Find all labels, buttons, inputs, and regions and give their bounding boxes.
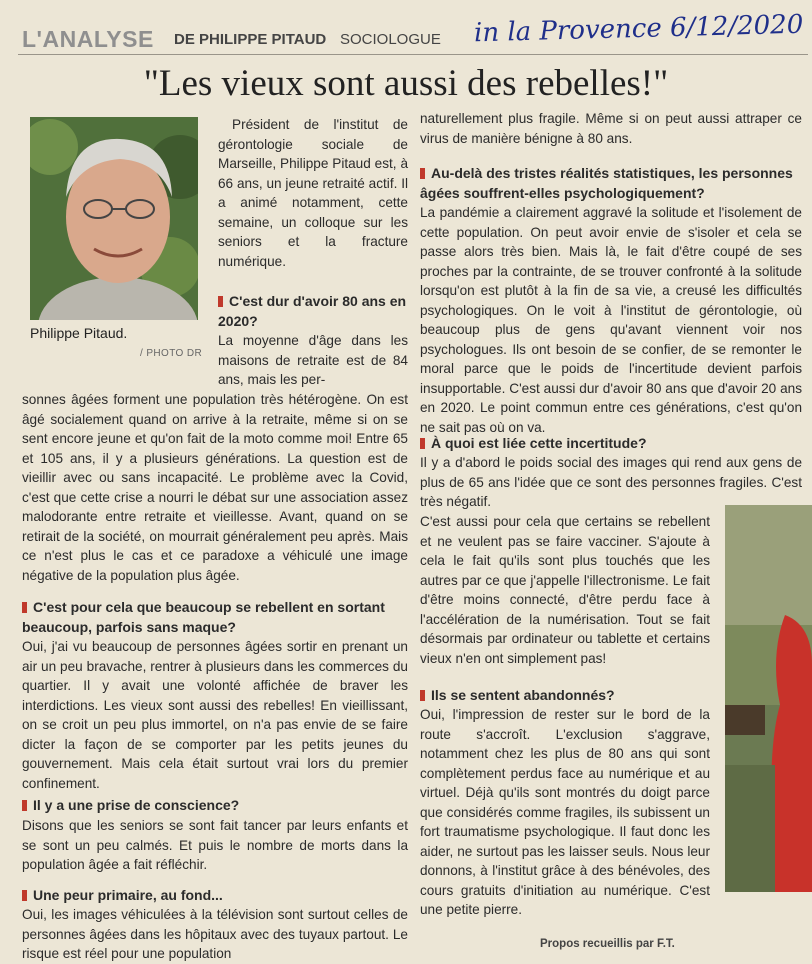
answer-1-start: La moyenne d'âge dans les maisons de retraite est de 84 ans, mais les per- <box>218 333 408 387</box>
question-marker-icon <box>22 890 27 901</box>
answer-1-continued: sonnes âgées forment une population très hétérogène. On est âgé socialement quand on arrive à la retraite, même si on se sent encore jeune et qu'on fait de la moto comme moi! Entre 65 et 105 ans, il y a plusieurs générations. La question est de vieillir avec ou sans incapacité. Le problème avec la Covid, c'est que cette crise a nourri le débat sur une association assez malodorante entre retraite et vieillesse. Avant, quand on se retirait de la société, on mourrait généralement peu après. Mais ce n'est plus le cas et ce paradoxe a véhiculé une image négative de la population plus âgée. <box>22 392 408 583</box>
portrait-photo <box>30 117 198 320</box>
handwritten-annotation: in la Provence 6/12/2020 <box>473 9 804 49</box>
photo-credit: / PHOTO DR <box>140 348 203 359</box>
answer-6-start: Il y a d'abord le poids social des images qui rend aux gens de plus de 65 ans l'idée que ce sont des personnes fragiles. C'est très négatif. <box>420 455 802 509</box>
intro-paragraph: Président de l'institut de gérontologie sociale de Marseille, Philippe Pitaud est, à 66 ans, un jeune retraité actif. Il a animé notamment, cette semaine, un colloque sur les seniors et la fracture numérique. <box>218 117 408 269</box>
photo-caption: Philippe Pitaud. <box>30 325 128 341</box>
answer-3: Disons que les seniors se sont fait tancer par leurs enfants et se sont un peu calmés. Et puis le nombre de morts dans la population âgée a fait réfléchir. <box>22 818 408 872</box>
answer-7: Oui, l'impression de rester sur le bord de la route s'accroît. L'exclusion s'aggrave, notamment chez les plus de 80 ans qui sont complètement perdus face au numérique et au virtuel. Déjà qu'ils sont montrés du doigt parce que considérés comme fragiles, ils subissent un fort traumatisme psychologique. Il faut donc les aider, ne surtout pas les laisser seuls. Nous leur donnons, à l'institut grâce à des bénévoles, des cours gratuits d'initiation au numérique. C'est une petite pierre. <box>420 707 710 917</box>
question-4: Une peur primaire, au fond... <box>22 886 408 906</box>
headline: "Les vieux sont aussi des rebelles!" <box>143 63 669 104</box>
question-2: C'est pour cela que beaucoup se rebellent en sortant beaucoup, parfois sans maque? <box>22 599 385 635</box>
question-1: C'est dur d'avoir 80 ans en 2020? <box>218 293 407 329</box>
question-3: Il y a une prise de conscience? <box>22 796 408 816</box>
question-7: Ils se sentent abandonnés? <box>420 686 710 706</box>
question-6: À quoi est liée cette incertitude? <box>420 434 802 454</box>
question-marker-icon <box>22 602 27 613</box>
section-label: L'ANALYSE <box>22 26 154 52</box>
question-marker-icon <box>420 168 425 179</box>
question-marker-icon <box>420 438 425 449</box>
answer-4: Oui, les images véhiculées à la télévision sont surtout celles de personnes âgées dans les hôpitaux avec des tuyaux partout. Le risque est réel pour une population <box>22 907 408 961</box>
answer-2: Oui, j'ai vu beaucoup de personnes âgées sortir en prenant un air un peu bravache, rentrer à plusieurs dans les commerces du quartier. Il y avait une volonté affichée de braver les interdictions. Les vieux sont aussi des rebelles! En vieillissant, on se croit un peu plus immortel, on n'a pas envie de se faire dicter la façon de se comporter par les petits jeunes du gouvernement. Mais cela était surtout vrai lors du premier confinement. <box>22 639 408 791</box>
header-divider <box>18 54 808 55</box>
author-line: DE PHILIPPE PITAUD <box>174 31 327 48</box>
question-marker-icon <box>218 296 223 307</box>
question-marker-icon <box>22 800 27 811</box>
answer-4-continued: naturellement plus fragile. Même si on peut aussi attraper ce virus de manière bénigne à 80 ans. <box>420 111 802 146</box>
side-photo <box>725 505 812 892</box>
answer-5: La pandémie a clairement aggravé la solitude et l'isolement de cette population. On peut avoir envie de s'isoler et cela se passe alors très bien. Mais là, le fait d'être coupé de ses proches par la contrainte, de se trouver confronté à la solitude lorsqu'on est plutôt à la fin de sa vie, a creusé les difficultés psychologiques. On le voit à l'institut de gérontologie, où beaucoup plus de gens qu'avant viennent voir nos psychologues. Ils ont besoin de se confier, de se remonter le moral parce que le poids de l'incertitude devient parfois insupportable. C'est aussi dur d'avoir 80 ans que d'avoir 20 ans en 2020. Le point commun entre ces générations, c'est qu'on ne sait pas où on va. <box>420 205 802 435</box>
interview-signature: Propos recueillis par F.T. <box>540 938 675 950</box>
author-role: SOCIOLOGUE <box>340 31 441 48</box>
question-marker-icon <box>420 690 425 701</box>
answer-6-continued: C'est aussi pour cela que certains se rebellent et ne veulent pas se faire vacciner. S'ajoute à cela le fait qu'ils sont plus touchés que les autres par ce que j'appelle l'illectronisme. Le fait d'être moins connecté, d'être perdu face à l'accélération de la numérisation. Tout se fait désormais par ordinateur ou tablette et certains vieux n'en ont simplement pas! <box>420 514 710 666</box>
question-5: Au-delà des tristes réalités statistiques, les personnes âgées souffrent-elles psychologiquement? <box>420 165 793 201</box>
